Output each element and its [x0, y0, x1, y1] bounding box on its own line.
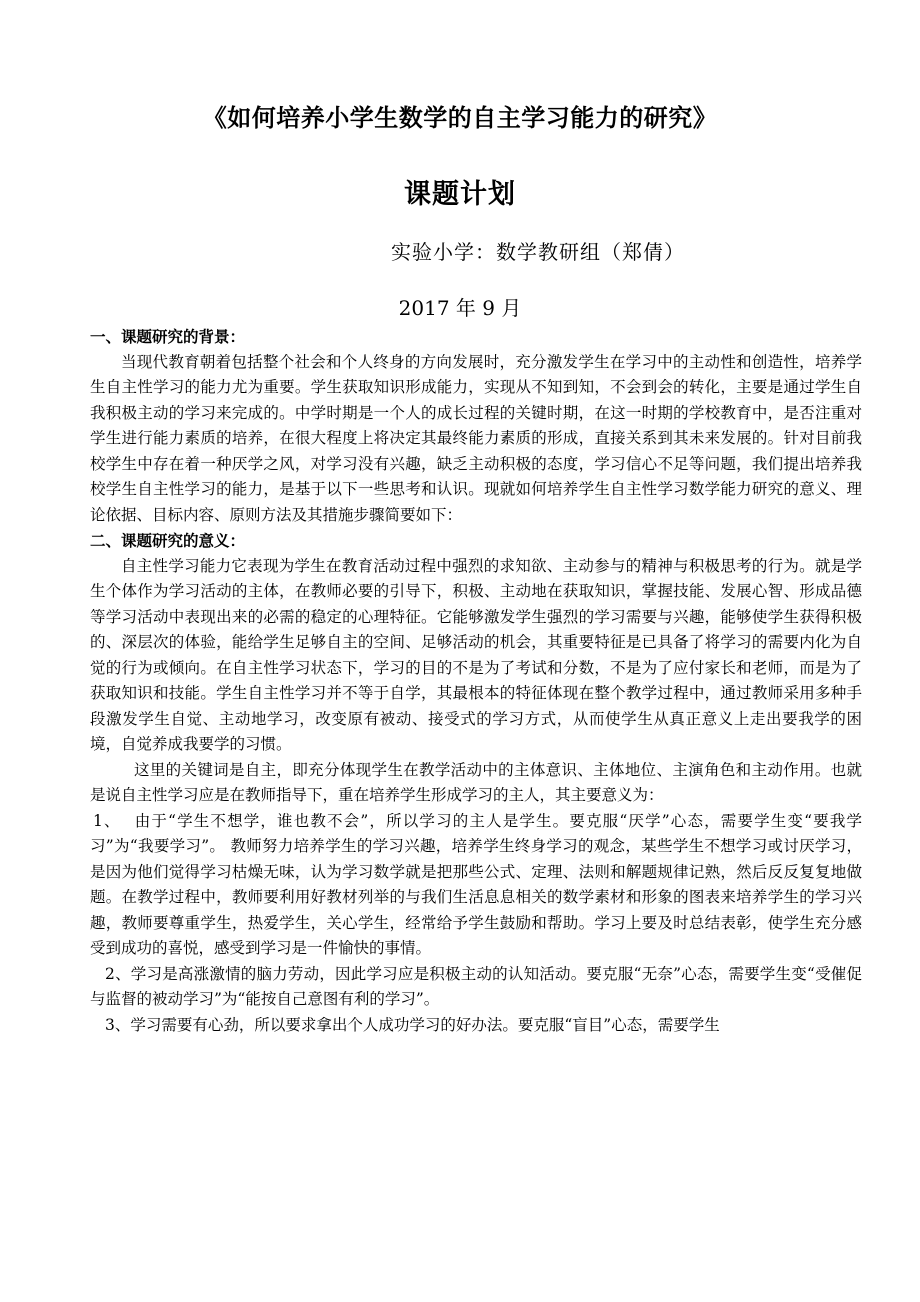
- document-title: 《如何培养小学生数学的自主学习能力的研究》: [202, 103, 718, 132]
- significance-paragraph-1: 自主性学习能力它表现为学生在教育活动过程中强烈的求知欲、主动参与的精神与积极思考的行为。就是学生个体作为学习活动的主体，在教师必要的引导下，积极、主动地在获取知识，掌握技能、发展心智、形成品德等学习活动中表现出来的必需的稳定的心理特征。它能够激发学生强烈的学习需要与兴趣，能够使学生获得积极的、深层次的体验，能给学生足够自主的空间、足够活动的机会，其重要特征是已具备了将学习的需要内化为自觉的行为或倾向。在自主性学习状态下，学习的目的不是为了考试和分数，不是为了应付家长和老师，而是为了获取知识和技能。学生自主性学习并不等于自学，其最根本的特征体现在整个教学过程中，通过教师采用多种手段激发学生自觉、主动地学习，改变原有被动、接受式的学习方式，从而使学生从真正意义上走出要我学的困境，自觉养成我要学的习惯。: [90, 556, 862, 753]
- list-item: [90, 1013, 862, 1039]
- list-item: [90, 962, 862, 1013]
- list-item-number: 2、: [105, 964, 131, 983]
- document-author: 实验小学：数学教研组（郑倩）: [391, 240, 685, 264]
- significance-paragraph-2: 这里的关键词是自主，即充分体现学生在教学活动中的主体意识、主体地位、主演角色和主动作用。也就是说自主性学习应是在教师指导下，重在培养学生形成学习的主人，其主要意义为：: [90, 760, 862, 804]
- list-item-number: 3、: [105, 1015, 131, 1034]
- section-heading-significance: 二、课题研究的意义：: [90, 531, 246, 550]
- section-heading-background: 一、课题研究的背景：: [90, 327, 246, 346]
- background-paragraph: 当现代教育朝着包括整个社会和个人终身的方向发展时，充分激发学生在学习中的主动性和创造性，培养学生自主性学习的能力尤为重要。学生获取知识形成能力，实现从不知到知，不会到会的转化，主要是通过学生自我积极主动的学习来完成的。中学时期是一个人的成长过程的关键时期，在这一时期的学校教育中，是否注重对学生进行能力素质的培养，在很大程度上将决定其最终能力素质的形成，直接关系到其未来发展的。针对目前我校学生中存在着一种厌学之风，对学习没有兴趣，缺乏主动积极的态度，学习信心不足等问题，我们提出培养我校学生自主性学习的能力，是基于以下一些思考和认识。现就如何培养学生自主性学习数学能力研究的意义、理论依据、目标内容、原则方法及其措施步骤简要如下：: [90, 352, 862, 524]
- list-item-number: 1、: [93, 811, 121, 830]
- list-item-text: 由于“学生不想学，谁也教不会”，所以学习的主人是学生。要克服“厌学”心态，需要学生变“要我学习”为“我要学习”。 教师努力培养学生的学习兴趣，培养学生终身学习的观念，某些学生不想学习或讨厌学习，是因为他们觉得学习枯燥无味，认为学习数学就是把那些公式、定理、法则和解题规律记熟，然后反反复复地做题。在教学过程中，教师要利用好教材列举的与我们生活息息相关的数学素材和形象的图表来培养学生的学习兴趣，教师要尊重学生，热爱学生，关心学生，经常给予学生鼓励和帮助。学习上要及时总结表彰，使学生充分感受到成功的喜悦，感受到学习是一件愉快的事情。: [90, 811, 862, 957]
- list-item-text: 学习需要有心劲，所以要求拿出个人成功学习的好办法。要克服“盲目”心态，需要学生: [130, 1015, 720, 1034]
- document-body: [90, 324, 862, 1038]
- document-subtitle: 课题计划: [404, 179, 516, 210]
- document-date: 2017 年 9 月: [398, 296, 522, 320]
- list-item-text: 学习是高涨激情的脑力劳动，因此学习应是积极主动的认知活动。要克服“无奈”心态，需要学生变“受催促与监督的被动学习”为“能按自己意图有利的学习”。: [90, 964, 862, 1008]
- list-item: [90, 809, 862, 962]
